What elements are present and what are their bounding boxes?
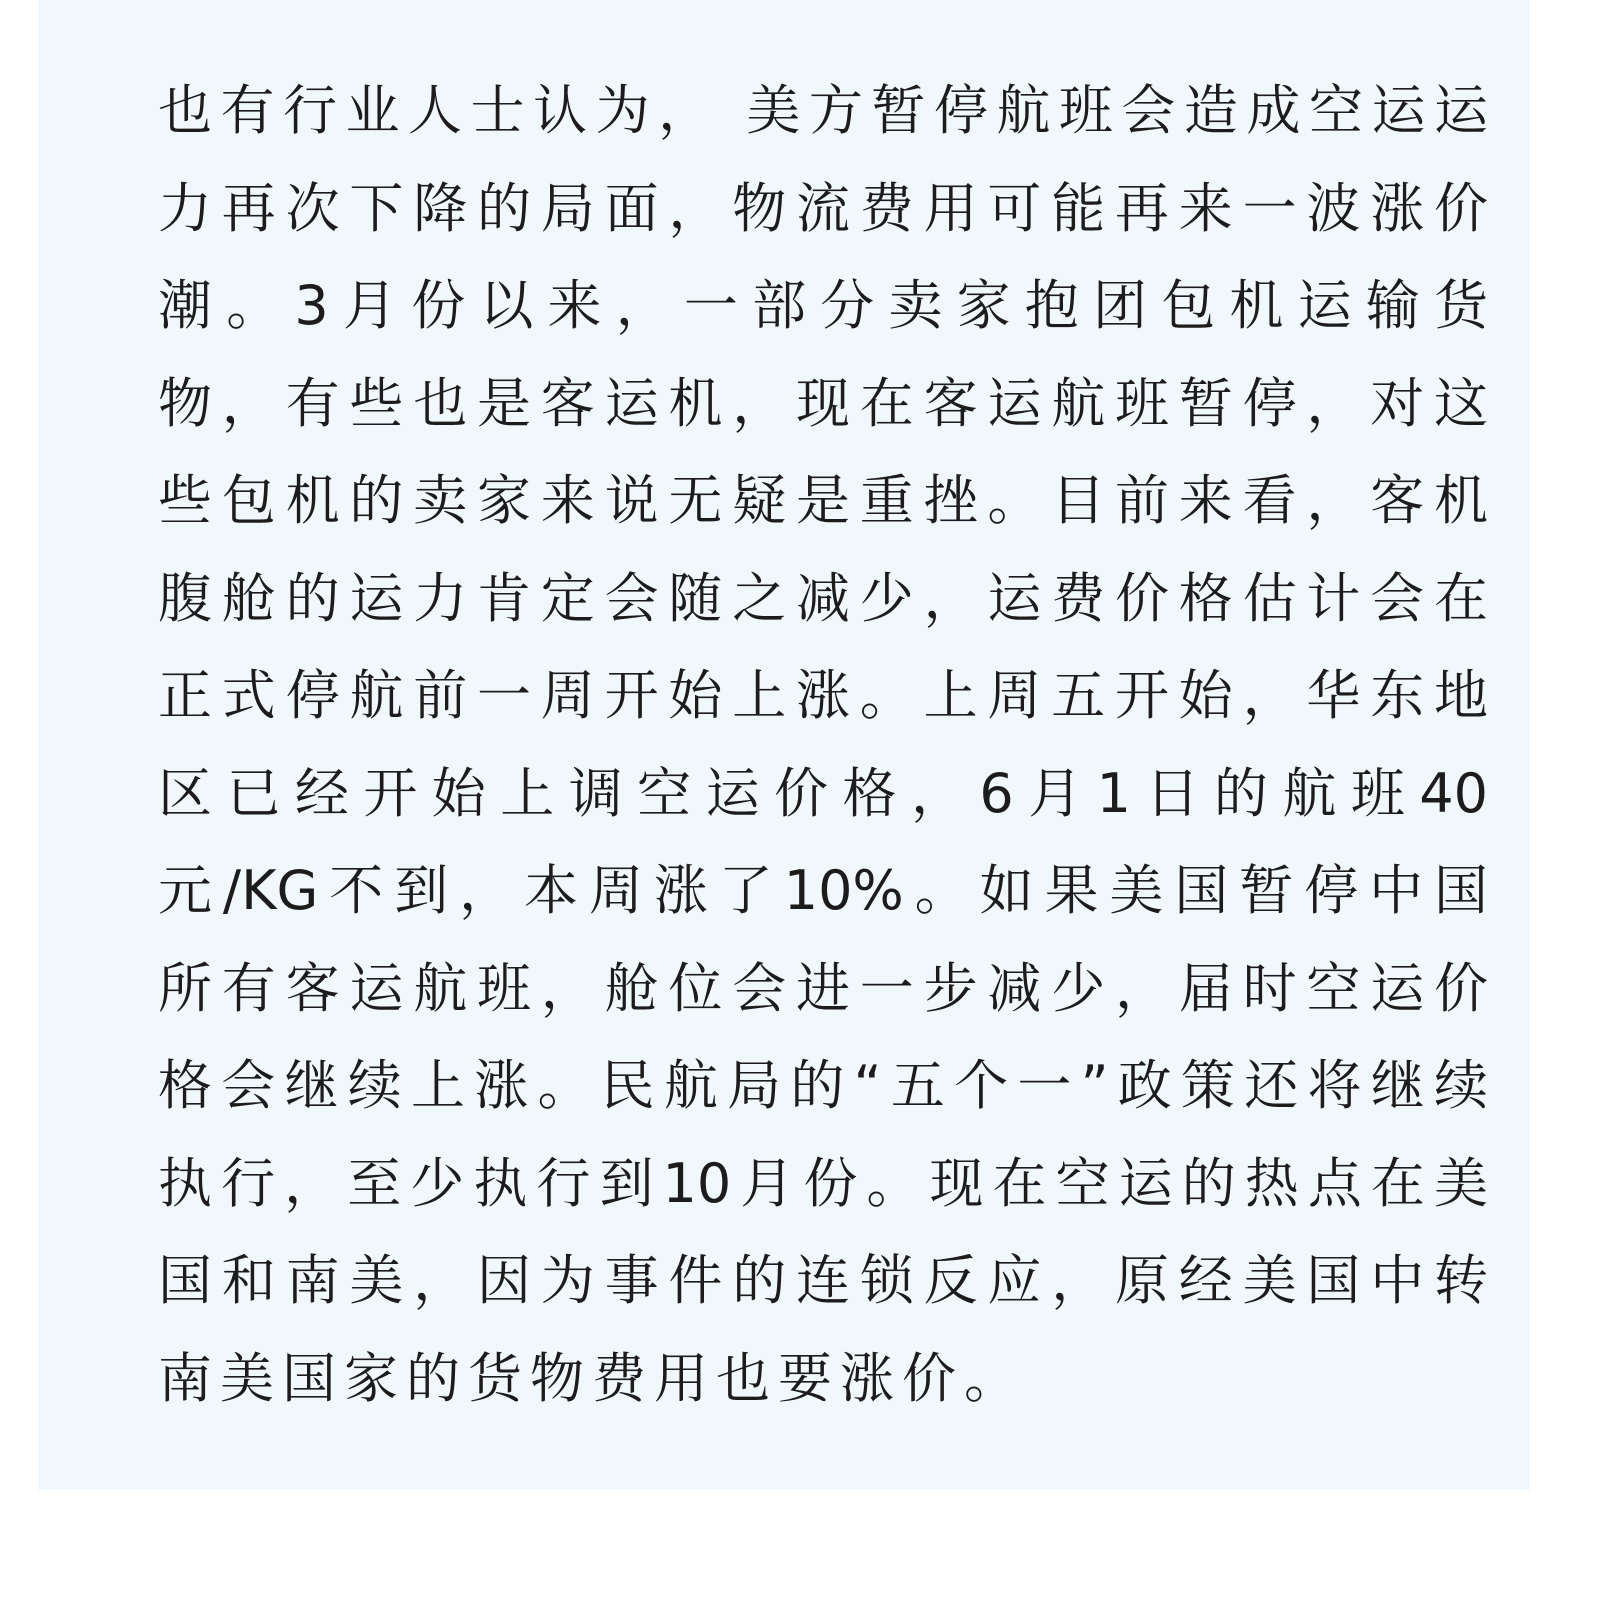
article-line: 些包机的卖家来说无疑是重挫。目前来看，客机 (158, 469, 1488, 532)
article-paragraph (158, 62, 1488, 1427)
article-line: 元/KG不到，本周涨了10%。如果美国暂停中国 (158, 859, 1488, 922)
article-line: 南美国家的货物费用也要涨价。 (158, 1346, 1026, 1410)
article-line: 潮。3月份以来，一部分卖家抱团包机运输货 (158, 274, 1488, 337)
article-line: 所有客运航班，舱位会进一步减少，届时空运价 (158, 956, 1488, 1020)
article-line: 格会继续上涨。民航局的“五个一”政策还将继续 (158, 1054, 1488, 1117)
article-line: 执行，至少执行到10月份。现在空运的热点在美 (158, 1151, 1488, 1215)
article-line: 也有行业人士认为， 美方暂停航班会造成空运运 (158, 79, 1488, 142)
article-line: 区已经开始上调空运价格，6月1日的航班40 (158, 761, 1488, 825)
article-line: 腹舱的运力肯定会随之减少，运费价格估计会在 (158, 566, 1488, 630)
content-panel (38, 0, 1530, 1490)
article-line: 正式停航前一周开始上涨。上周五开始，华东地 (158, 664, 1488, 727)
article-line: 国和南美，因为事件的连锁反应，原经美国中转 (158, 1249, 1488, 1312)
article-line: 物，有些也是客运机，现在客运航班暂停，对这 (158, 371, 1488, 435)
article-line: 力再次下降的局面，物流费用可能再来一波涨价 (158, 176, 1488, 240)
